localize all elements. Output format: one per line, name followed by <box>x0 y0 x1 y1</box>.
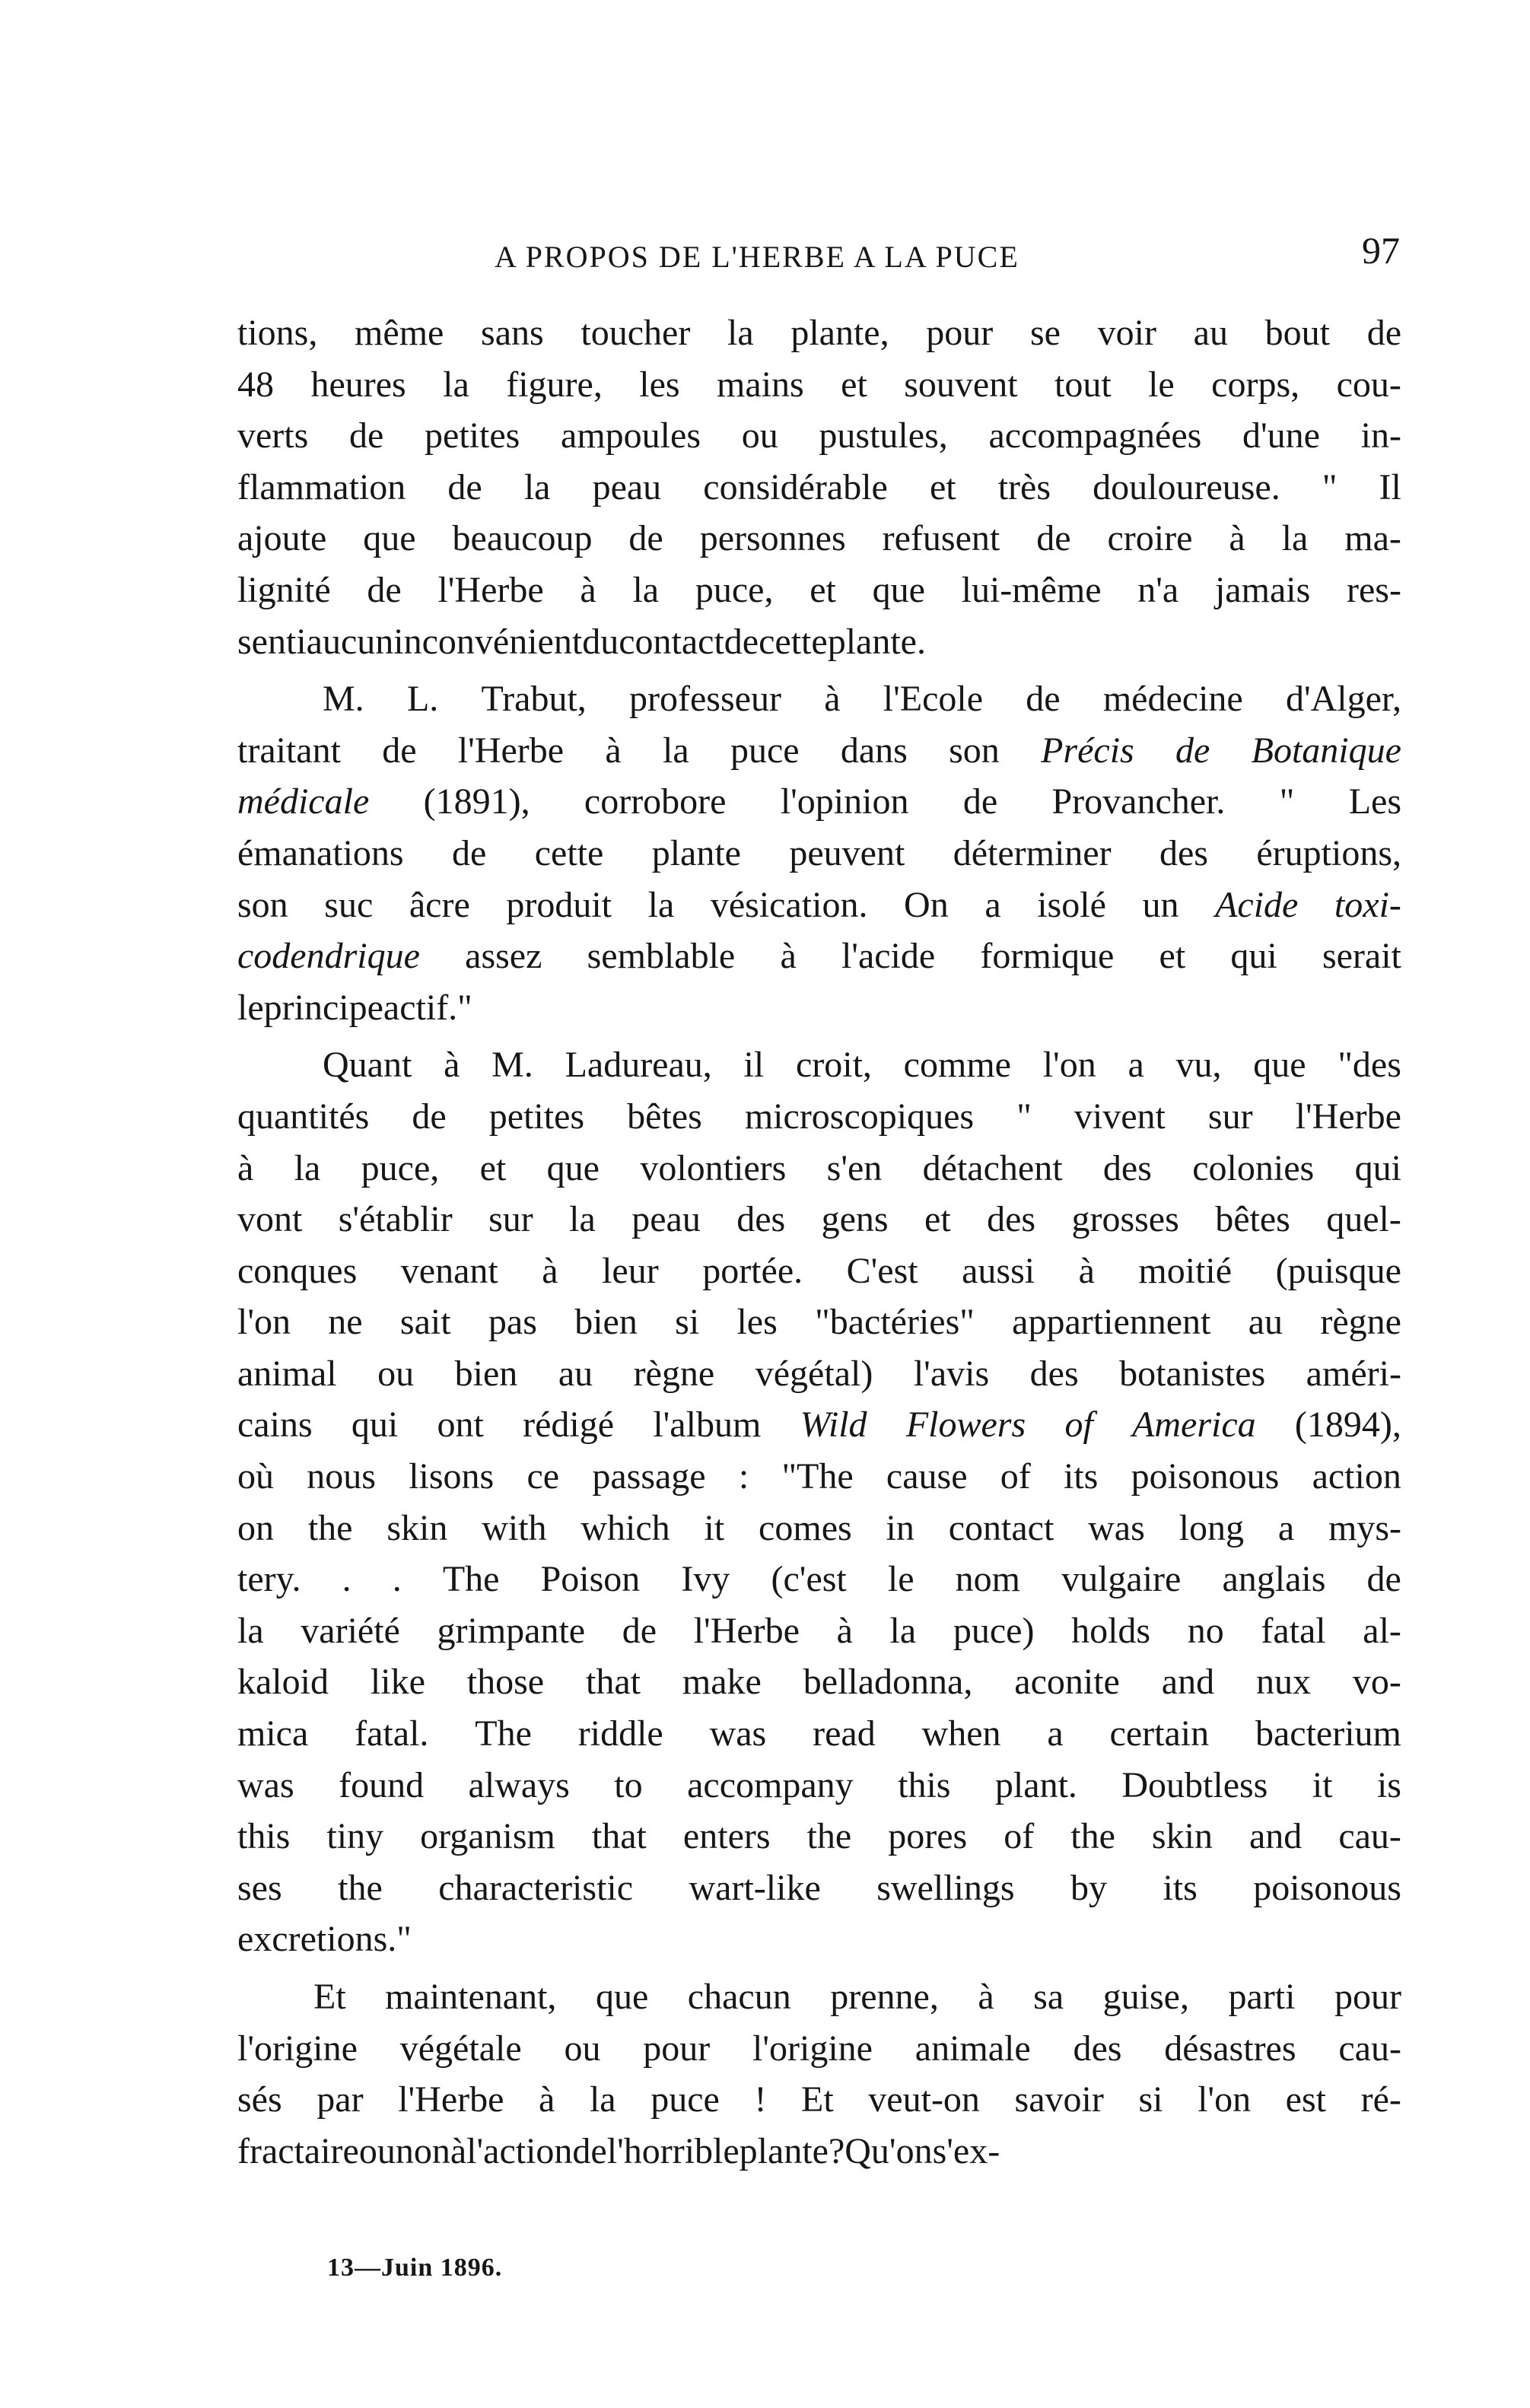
text-line: traitant de l'Herbe à la puce dans son Précis de Botanique <box>237 730 1401 771</box>
text-line: codendrique assez semblable à l'acide formique et qui serait <box>237 936 1401 977</box>
printer-signature: 13—Juin 1896. <box>327 2254 503 2282</box>
text-line: médicale (1891), corrobore l'opinion de Provancher. " Les <box>237 781 1401 822</box>
text-line: le principe actif. " <box>237 987 472 1028</box>
text-line: excretions." <box>237 1919 412 1960</box>
text-line: à la puce, et que volontiers s'en détachent des colonies qui <box>237 1147 1401 1188</box>
text-line: tions, même sans toucher la plante, pour se voir au bout de <box>237 313 1401 353</box>
page-number: 97 <box>1362 229 1400 272</box>
text-line: verts de petites ampoules ou pustules, accompagnées d'une in- <box>237 415 1401 456</box>
text-line: M. L. Trabut, professeur à l'Ecole de médecine d'Alger, <box>323 679 1401 720</box>
text-line: mica fatal. The riddle was read when a certain bacterium <box>237 1713 1401 1754</box>
text-line: lignité de l'Herbe à la puce, et que lui-même n'a jamais res- <box>237 569 1401 610</box>
text-line: cains qui ont rédigé l'album Wild Flowers of America (1894), <box>237 1404 1401 1446</box>
body-text <box>237 307 1401 2177</box>
text-line: quantités de petites bêtes microscopiques " vivent sur l'Herbe <box>237 1096 1401 1137</box>
text-line: vont s'établir sur la peau des gens et des grosses bêtes quel- <box>237 1199 1401 1240</box>
text-line: Et maintenant, que chacun prenne, à sa guise, parti pour <box>313 1977 1401 2017</box>
text-line: la variété grimpante de l'Herbe à la puce) holds no fatal al- <box>237 1610 1401 1651</box>
text-line: kaloid like those that make belladonna, aconite and nux vo- <box>237 1662 1401 1703</box>
text-line: l'origine végétale ou pour l'origine animale des désastres cau- <box>237 2028 1401 2069</box>
text-line: où nous lisons ce passage : "The cause of its poisonous action <box>237 1456 1401 1497</box>
text-line: on the skin with which it comes in contact was long a mys- <box>237 1507 1401 1548</box>
text-line: animal ou bien au règne végétal) l'avis des botanistes améri- <box>237 1353 1401 1394</box>
running-head <box>243 228 1400 282</box>
text-line: flammation de la peau considérable et très douloureuse. " Il <box>237 466 1401 507</box>
text-line: ajoute que beaucoup de personnes refusent de croire à la ma- <box>237 518 1401 559</box>
paragraph <box>237 307 1401 667</box>
text-line: was found always to accompany this plant. Doubtless it is <box>237 1764 1401 1805</box>
text-line: sés par l'Herbe à la puce ! Et veut-on savoir si l'on est ré- <box>237 2079 1401 2120</box>
text-line: l'on ne sait pas bien si les "bactéries" appartiennent au règne <box>237 1302 1401 1343</box>
text-line: 48 heures la figure, les mains et souvent tout le corps, cou- <box>237 364 1401 405</box>
text-line: son suc âcre produit la vésication. On a isolé un Acide toxi- <box>237 884 1401 925</box>
text-line: ses the characteristic wart-like swellings by its poisonous <box>237 1867 1401 1908</box>
paragraph <box>237 673 1401 1033</box>
text-line: this tiny organism that enters the pores of the skin and cau- <box>237 1816 1401 1857</box>
text-line: senti aucun inconvénient du contact de cette plante. <box>237 621 926 662</box>
running-title: A PROPOS DE L'HERBE A LA PUCE <box>495 240 1019 274</box>
text-line: émanations de cette plante peuvent déterminer des éruptions, <box>237 832 1401 873</box>
text-line: Quant à M. Ladureau, il croit, comme l'on a vu, que "des <box>323 1045 1401 1086</box>
text-line: fractaire ou non à l'action de l'horrible plante ? Qu'on s'ex- <box>237 2130 1000 2171</box>
paragraph <box>237 1039 1401 1965</box>
text-line: conques venant à leur portée. C'est aussi à moitié (puisque <box>237 1250 1401 1291</box>
text-line: tery. . . The Poison Ivy (c'est le nom vulgaire anglais de <box>237 1559 1401 1600</box>
paragraph <box>237 1971 1401 2177</box>
